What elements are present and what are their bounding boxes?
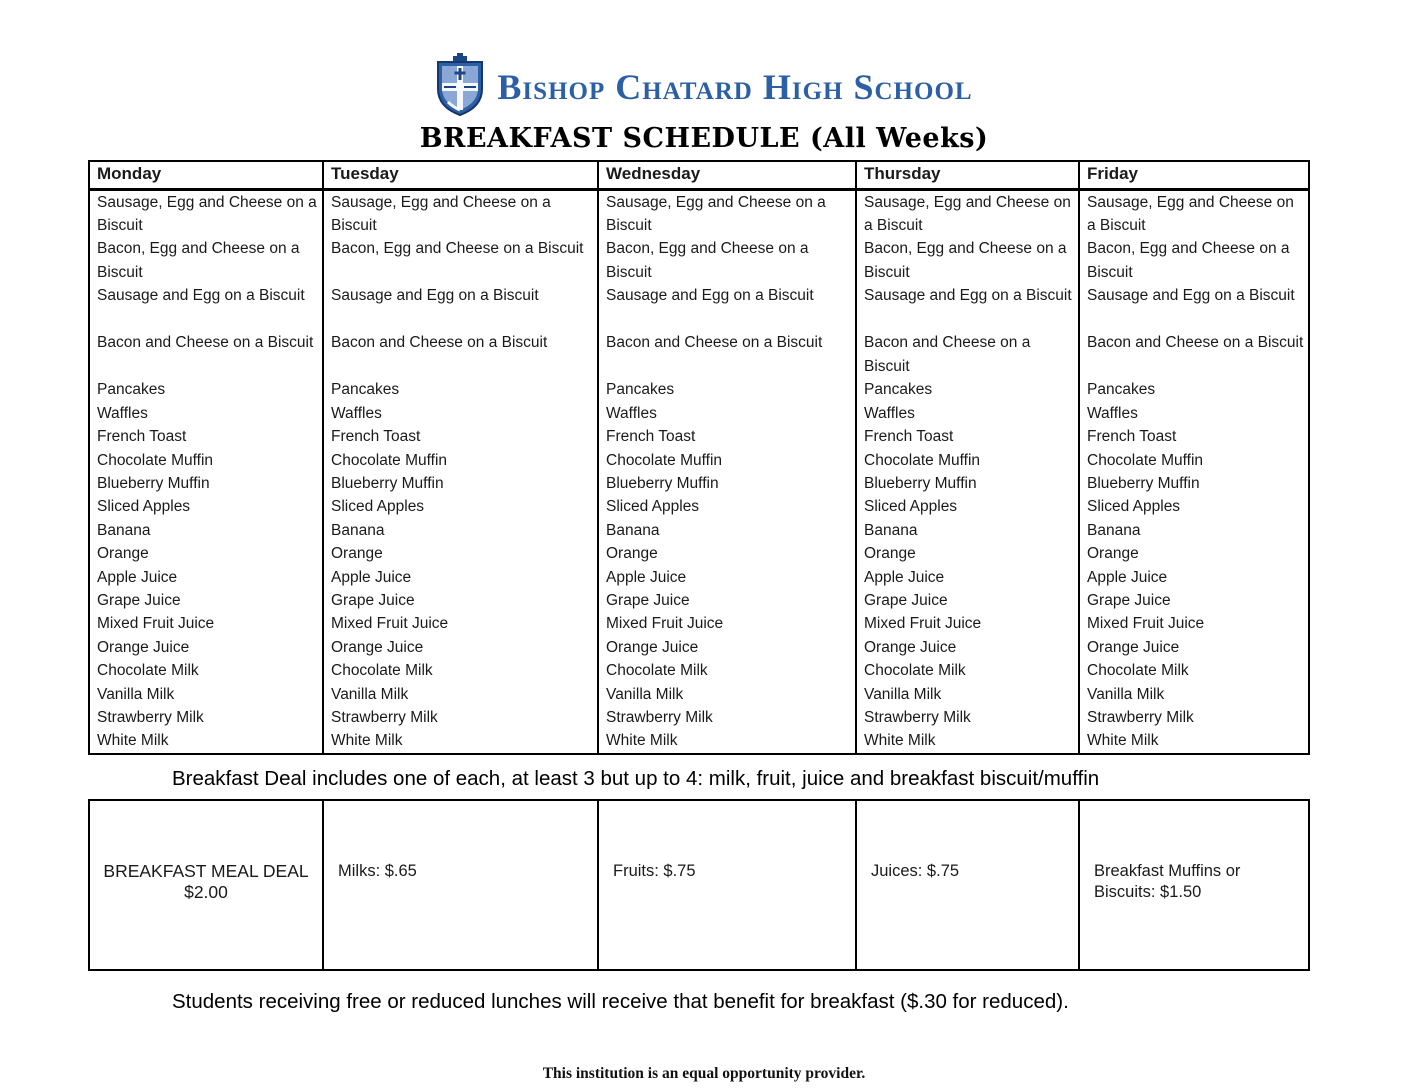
menu-item-cell: Mixed Fruit Juice xyxy=(97,615,215,633)
menu-item-cell: French Toast xyxy=(598,425,856,448)
school-header xyxy=(0,52,1408,118)
menu-item-cell: Chocolate Muffin xyxy=(97,451,214,469)
menu-item-cell: Grape Juice xyxy=(856,589,1079,612)
menu-item-cell: Banana xyxy=(856,519,1079,542)
menu-item-cell: Strawberry Milk xyxy=(856,706,1079,729)
menu-row xyxy=(89,566,1309,589)
menu-item-cell: Bacon, Egg and Cheese on a Biscuit xyxy=(1079,237,1309,284)
menu-item-cell: Sausage and Egg on a Biscuit xyxy=(1079,284,1309,331)
muffins-price-cell: Breakfast Muffins or Biscuits: $1.50 xyxy=(1079,800,1309,970)
pricing-table xyxy=(88,799,1310,971)
school-crest-icon xyxy=(435,53,485,117)
menu-item-cell: Grape Juice xyxy=(97,591,181,609)
menu-row xyxy=(89,659,1309,682)
menu-item-cell: White Milk xyxy=(598,729,856,753)
menu-item-cell: Vanilla Milk xyxy=(97,685,175,703)
menu-item-cell: Chocolate Milk xyxy=(323,659,598,682)
menu-item-cell: Waffles xyxy=(323,402,598,425)
day-header-thursday: Thursday xyxy=(856,161,1079,189)
menu-item-cell: Blueberry Muffin xyxy=(1079,472,1309,495)
menu-item-cell: Chocolate Muffin xyxy=(323,449,598,472)
school-name: Bishop Chatard High School xyxy=(497,67,973,107)
page-title: BREAKFAST SCHEDULE (All Weeks) xyxy=(419,123,989,154)
menu-item-cell: French Toast xyxy=(323,425,598,448)
menu-item-cell: White Milk xyxy=(1079,729,1309,753)
benefit-note: Students receiving free or reduced lunches will receive that benefit for breakfast ($.30 for reduced). xyxy=(172,989,1069,1013)
menu-item-cell: French Toast xyxy=(856,425,1079,448)
menu-row xyxy=(89,706,1309,729)
day-header-wednesday: Wednesday xyxy=(598,161,856,189)
menu-item-cell: Pancakes xyxy=(856,378,1079,401)
menu-item-cell: Orange xyxy=(1079,542,1309,565)
menu-table-body xyxy=(89,189,1309,754)
menu-item-cell: Orange Juice xyxy=(323,636,598,659)
menu-item-cell: Chocolate Milk xyxy=(1079,659,1309,682)
menu-item-cell: Orange Juice xyxy=(1079,636,1309,659)
menu-item-cell: Apple Juice xyxy=(598,566,856,589)
menu-header-row xyxy=(89,161,1309,189)
menu-item-cell: Bacon, Egg and Cheese on a Biscuit xyxy=(323,237,598,284)
menu-row xyxy=(89,402,1309,425)
menu-item-cell: Blueberry Muffin xyxy=(856,472,1079,495)
breakfast-schedule-page xyxy=(0,52,1408,1088)
menu-item-cell: Grape Juice xyxy=(323,589,598,612)
menu-row xyxy=(89,519,1309,542)
menu-item-cell: Apple Juice xyxy=(856,566,1079,589)
fruits-price-cell: Fruits: $.75 xyxy=(598,800,856,970)
day-header-tuesday: Tuesday xyxy=(323,161,598,189)
menu-item-cell: Mixed Fruit Juice xyxy=(1079,612,1309,635)
menu-item-cell: Sliced Apples xyxy=(97,498,191,516)
menu-row xyxy=(89,472,1309,495)
menu-item-cell: Banana xyxy=(323,519,598,542)
menu-row xyxy=(89,729,1309,753)
menu-item-cell: Bacon, Egg and Cheese on a Biscuit xyxy=(856,237,1079,284)
menu-item-cell: Grape Juice xyxy=(598,589,856,612)
menu-item-cell: Sausage, Egg and Cheese on a Biscuit xyxy=(598,189,856,237)
meal-deal-cell xyxy=(89,800,323,970)
menu-item-cell: Blueberry Muffin xyxy=(323,472,598,495)
menu-item-cell: Mixed Fruit Juice xyxy=(598,612,856,635)
menu-item-cell: Blueberry Muffin xyxy=(598,472,856,495)
menu-item-cell: Orange Juice xyxy=(97,638,190,656)
menu-item-cell: Banana xyxy=(1079,519,1309,542)
menu-item-cell: Bacon and Cheese on a Biscuit xyxy=(598,331,856,378)
menu-table xyxy=(88,160,1310,755)
menu-item-cell: Sausage and Egg on a Biscuit xyxy=(856,284,1079,331)
menu-item-cell: Orange xyxy=(323,542,598,565)
menu-item-cell: Sausage, Egg and Cheese on a Biscuit xyxy=(323,189,598,237)
menu-item-cell: Orange xyxy=(856,542,1079,565)
menu-item-cell: Pancakes xyxy=(1079,378,1309,401)
menu-item-cell: Apple Juice xyxy=(97,568,178,586)
menu-row xyxy=(89,237,1309,284)
menu-item-cell: Bacon and Cheese on a Biscuit xyxy=(97,334,314,352)
menu-item-cell: Strawberry Milk xyxy=(323,706,598,729)
menu-row xyxy=(89,612,1309,635)
menu-item-cell: Mixed Fruit Juice xyxy=(323,612,598,635)
menu-row xyxy=(89,636,1309,659)
equal-opportunity-note: This institution is an equal opportunity provider. xyxy=(542,1064,866,1082)
menu-item-cell: Strawberry Milk xyxy=(1079,706,1309,729)
day-header-monday: Monday xyxy=(89,161,323,189)
menu-item-cell: Bacon, Egg and Cheese on a Biscuit xyxy=(97,240,300,281)
juices-price-cell: Juices: $.75 xyxy=(856,800,1079,970)
menu-row xyxy=(89,284,1309,331)
menu-row xyxy=(89,378,1309,401)
menu-item-cell: White Milk xyxy=(856,729,1079,753)
menu-item-cell: Chocolate Milk xyxy=(856,659,1079,682)
menu-item-cell: Pancakes xyxy=(97,381,166,399)
menu-item-cell: Sliced Apples xyxy=(856,495,1079,518)
menu-item-cell: Waffles xyxy=(1079,402,1309,425)
menu-item-cell: Chocolate Milk xyxy=(598,659,856,682)
menu-item-cell: Waffles xyxy=(856,402,1079,425)
menu-item-cell: Bacon, Egg and Cheese on a Biscuit xyxy=(598,237,856,284)
menu-row xyxy=(89,589,1309,612)
menu-row xyxy=(89,189,1309,237)
menu-item-cell: Banana xyxy=(598,519,856,542)
menu-item-cell: Bacon and Cheese on a Biscuit xyxy=(1079,331,1309,378)
deal-note: Breakfast Deal includes one of each, at least 3 but up to 4: milk, fruit, juice and breakfast biscuit/muffin xyxy=(172,766,1100,790)
menu-item-cell: Sausage and Egg on a Biscuit xyxy=(97,287,305,305)
milks-price-cell: Milks: $.65 xyxy=(323,800,598,970)
menu-item-cell: Orange xyxy=(97,545,149,563)
menu-item-cell: Sliced Apples xyxy=(598,495,856,518)
menu-item-cell: Chocolate Milk xyxy=(97,662,199,680)
pricing-row xyxy=(89,800,1309,970)
menu-item-cell: Vanilla Milk xyxy=(1079,683,1309,706)
menu-item-cell: Mixed Fruit Juice xyxy=(856,612,1079,635)
menu-item-cell: Orange xyxy=(598,542,856,565)
menu-item-cell: Sausage and Egg on a Biscuit xyxy=(598,284,856,331)
menu-item-cell: Sausage, Egg and Cheese on a Biscuit xyxy=(1079,189,1309,237)
menu-item-cell: French Toast xyxy=(97,428,187,446)
menu-item-cell: Sausage and Egg on a Biscuit xyxy=(323,284,598,331)
menu-row xyxy=(89,449,1309,472)
menu-item-cell: Apple Juice xyxy=(1079,566,1309,589)
menu-item-cell: Bacon and Cheese on a Biscuit xyxy=(856,331,1079,378)
menu-item-cell: Pancakes xyxy=(598,378,856,401)
menu-item-cell: Grape Juice xyxy=(1079,589,1309,612)
day-header-friday: Friday xyxy=(1079,161,1309,189)
menu-item-cell: Blueberry Muffin xyxy=(97,474,210,492)
menu-item-cell: Pancakes xyxy=(323,378,598,401)
menu-item-cell: Banana xyxy=(97,521,151,539)
menu-item-cell: Vanilla Milk xyxy=(856,683,1079,706)
menu-item-cell: Chocolate Muffin xyxy=(1079,449,1309,472)
menu-item-cell: White Milk xyxy=(323,729,598,753)
menu-item-cell: Chocolate Muffin xyxy=(598,449,856,472)
menu-item-cell: Sliced Apples xyxy=(323,495,598,518)
menu-item-cell: Vanilla Milk xyxy=(323,683,598,706)
menu-item-cell: Sausage, Egg and Cheese on a Biscuit xyxy=(856,189,1079,237)
menu-row xyxy=(89,425,1309,448)
menu-item-cell: Orange Juice xyxy=(598,636,856,659)
menu-item-cell: Strawberry Milk xyxy=(598,706,856,729)
menu-item-cell: Apple Juice xyxy=(323,566,598,589)
menu-item-cell: Sliced Apples xyxy=(1079,495,1309,518)
menu-item-cell: Sausage, Egg and Cheese on a Biscuit xyxy=(97,193,317,234)
menu-row xyxy=(89,331,1309,378)
menu-item-cell: Orange Juice xyxy=(856,636,1079,659)
menu-row xyxy=(89,683,1309,706)
menu-item-cell: Strawberry Milk xyxy=(97,709,204,726)
meal-deal-price: $2.00 xyxy=(184,881,228,902)
menu-row xyxy=(89,495,1309,518)
menu-item-cell: Waffles xyxy=(97,404,148,422)
menu-row xyxy=(89,542,1309,565)
menu-item-cell: Chocolate Muffin xyxy=(856,449,1079,472)
menu-item-cell: Waffles xyxy=(598,402,856,425)
meal-deal-title: BREAKFAST MEAL DEAL xyxy=(103,860,309,881)
menu-item-cell: Vanilla Milk xyxy=(598,683,856,706)
menu-item-cell: White Milk xyxy=(97,732,169,750)
menu-item-cell: French Toast xyxy=(1079,425,1309,448)
menu-item-cell: Bacon and Cheese on a Biscuit xyxy=(323,331,598,378)
